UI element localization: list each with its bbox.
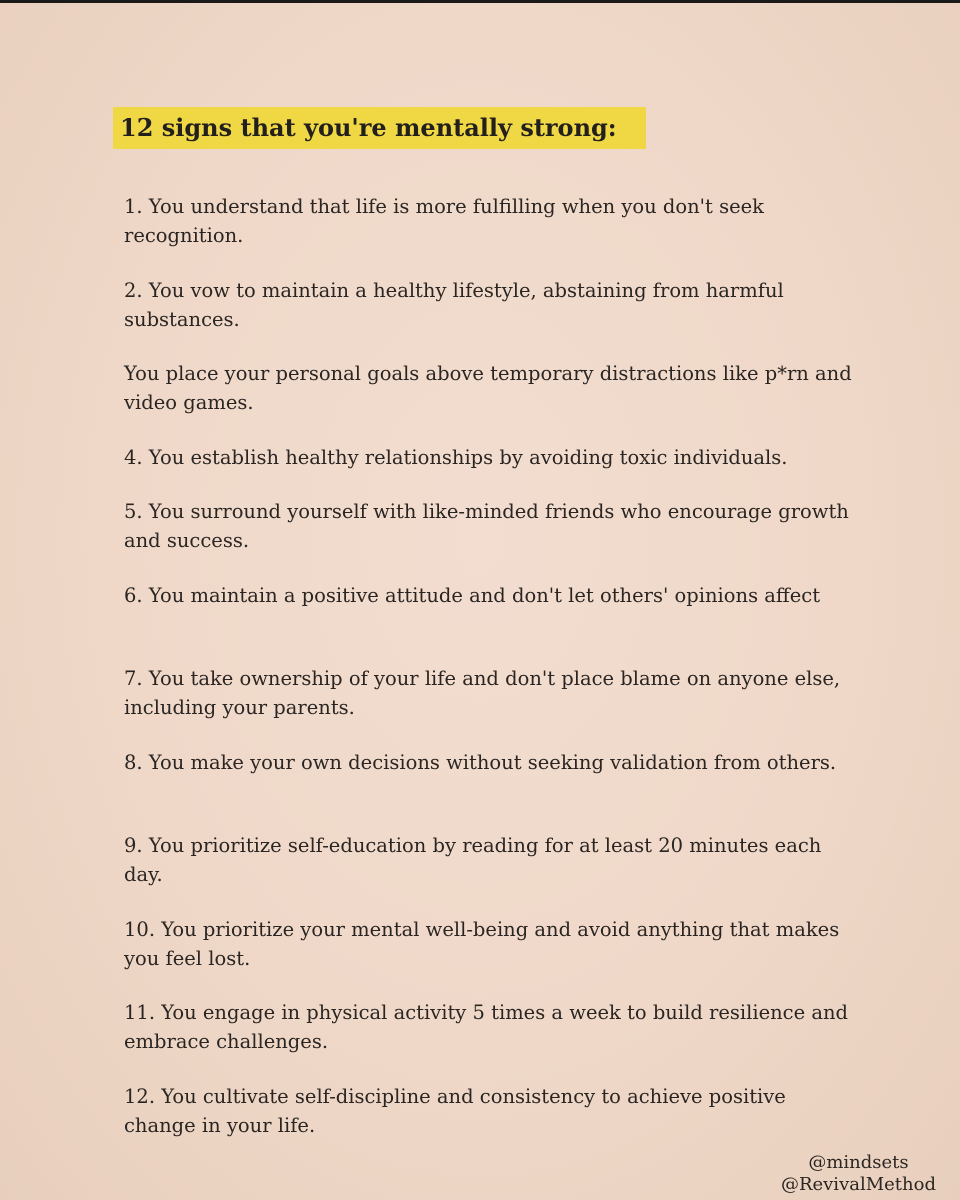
list-item: 5. You surround yourself with like-minded friends who encourage growth and success. [124, 500, 849, 552]
list-item: 2. You vow to maintain a healthy lifestyle, abstaining from harmful substances. [124, 278, 784, 331]
list-item: 9. You prioritize self-education by reading for at least 20 minutes each day. [124, 834, 822, 886]
list-item: You place your personal goals above temporary distractions like p*rn and video games. [124, 362, 852, 414]
list-item: 12. You cultivate self-discipline and consistency to achieve positive change in your life. [124, 1084, 786, 1137]
list-item: 6. You maintain a positive attitude and don't let others' opinions affect [124, 583, 821, 607]
list-item: 8. You make your own decisions without seeking validation from others. [124, 750, 837, 774]
list-item: 11. You engage in physical activity 5 times a week to build resilience and embrace challenges. [124, 1001, 849, 1053]
list-item: 1. You understand that life is more fulfilling when you don't seek recognition. [124, 195, 764, 247]
handle-primary: @mindsets [808, 1152, 909, 1173]
top-border [0, 0, 960, 3]
handle-secondary: @RevivalMethod [780, 1174, 936, 1195]
list-item: 10. You prioritize your mental well-being and avoid anything that makes you feel lost. [124, 917, 840, 970]
page-title: 12 signs that you're mentally strong: [120, 113, 617, 142]
signs-list [124, 192, 854, 1165]
list-item: 4. You establish healthy relationships by avoiding toxic individuals. [124, 445, 788, 469]
author-handles [781, 1152, 936, 1196]
list-item: 7. You take ownership of your life and don't place blame on anyone else, including your parents. [124, 667, 841, 719]
